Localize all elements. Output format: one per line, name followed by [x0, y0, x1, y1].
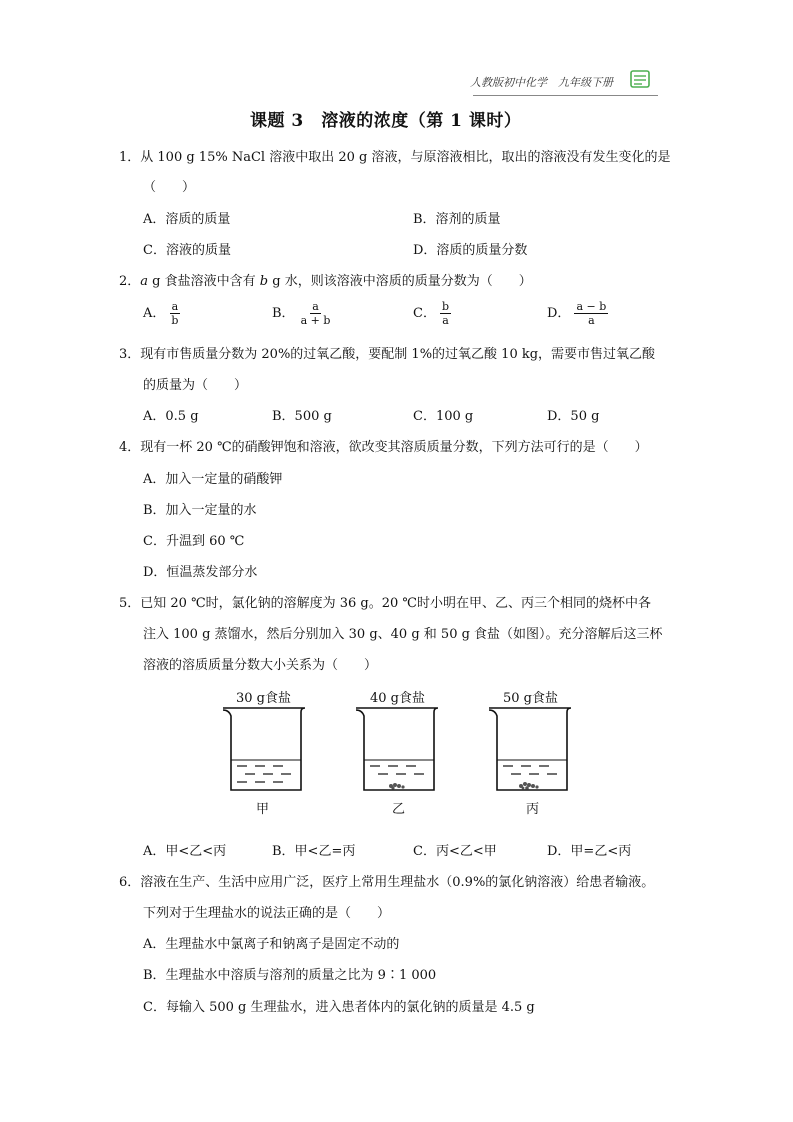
- question-5-text-2: 注入 100 g 蒸馏水，然后分别加入 30 g、40 g 和 50 g 食盐（如图）。充分溶解后这三杯: [143, 627, 663, 642]
- q1-option-d: D．溶质的质量分数: [413, 243, 528, 258]
- question-1-text: 1．从 100 g 15% NaCl 溶液中取出 20 g 溶液，与原溶液相比，取出的溶液没有发生变化的是: [119, 150, 671, 165]
- question-6-text-2: 下列对于生理盐水的说法正确的是（ ）: [143, 906, 391, 921]
- header-divider: [473, 95, 658, 96]
- beaker-2-salt-label: 40 g食盐: [370, 691, 425, 706]
- q5-option-b: B．甲<乙=丙: [272, 844, 356, 859]
- q1-option-a: A．溶质的质量: [143, 212, 231, 227]
- q3-option-d: D．50 g: [547, 409, 600, 424]
- q1-option-c: C．溶液的质量: [143, 243, 231, 258]
- beaker-2: [356, 708, 438, 790]
- q4-option-b: B．加入一定量的水: [143, 503, 257, 518]
- beaker-1-salt-label: 30 g食盐: [236, 691, 291, 706]
- q1-option-b: B．溶剂的质量: [413, 212, 501, 227]
- q5-option-a: A．甲<乙<丙: [143, 844, 227, 859]
- beaker-1: [223, 708, 305, 790]
- q3-option-b: B．500 g: [272, 409, 332, 424]
- q2-option-a: A． $\frac{a}{b}$: [143, 300, 179, 327]
- beakers-figure: [215, 702, 575, 802]
- q5-option-c: C．丙<乙<甲: [413, 844, 497, 859]
- beaker-3-salt-label: 50 g食盐: [503, 691, 558, 706]
- page-title: 课题 3 溶液的浓度（第 1 课时）: [250, 111, 522, 131]
- undissolved-salt-icon: [519, 782, 539, 790]
- q4-option-d: D．恒温蒸发部分水: [143, 565, 258, 580]
- question-5-text: 5．已知 20 ℃时，氯化钠的溶解度为 36 g。20 ℃时小明在甲、乙、丙三个相同的烧杯中各: [119, 596, 651, 611]
- question-3-text-2: 的质量为（ ）: [143, 378, 248, 393]
- q3-option-c: C．100 g: [413, 409, 474, 424]
- beaker-1-label: 甲: [256, 802, 270, 817]
- header-text: 人教版初中化学 九年级下册: [470, 76, 613, 89]
- q6-option-c: C．每输入 500 g 生理盐水，进入患者体内的氯化钠的质量是 4.5 g: [143, 1000, 535, 1015]
- q2-option-b: B． $\frac{a}{a + b}$: [272, 300, 331, 327]
- question-4-text: 4．现有一杯 20 ℃的硝酸钾饱和溶液，欲改变其溶质质量分数，下列方法可行的是（ ）: [119, 440, 648, 455]
- question-5-text-3: 溶液的溶质质量分数大小关系为（ ）: [143, 658, 378, 673]
- undissolved-salt-icon: [389, 783, 405, 790]
- q4-option-c: C．升温到 60 ℃: [143, 534, 245, 549]
- beaker-3-label: 丙: [526, 802, 540, 817]
- question-6-text: 6．溶液在生产、生活中应用广泛，医疗上常用生理盐水（0.9%的氯化钠溶液）给患者输液。: [119, 875, 655, 890]
- q2-option-c: C． $\frac{b}{a}$: [413, 300, 449, 327]
- question-1-blank: （ ）: [143, 180, 196, 195]
- book-logo-icon: [630, 70, 652, 94]
- beaker-3: [489, 708, 571, 790]
- question-3-text: 3．现有市售质量分数为 20%的过氧乙酸，要配制 1%的过氧乙酸 10 kg，需要市售过氧乙酸: [119, 347, 656, 362]
- question-2-text: 2．a g 食盐溶液中含有 b g 水，则该溶液中溶质的质量分数为（ ）: [119, 274, 532, 289]
- q6-option-b: B．生理盐水中溶质与溶剂的质量之比为 9∶1 000: [143, 968, 437, 983]
- q3-option-a: A．0.5 g: [143, 409, 199, 424]
- beaker-2-label: 乙: [392, 802, 406, 817]
- q4-option-a: A．加入一定量的硝酸钾: [143, 472, 283, 487]
- q5-option-d: D．甲=乙<丙: [547, 844, 632, 859]
- q6-option-a: A．生理盐水中氯离子和钠离子是固定不动的: [143, 937, 400, 952]
- q2-option-d: D． $\frac{a - b}{a}$: [547, 300, 607, 327]
